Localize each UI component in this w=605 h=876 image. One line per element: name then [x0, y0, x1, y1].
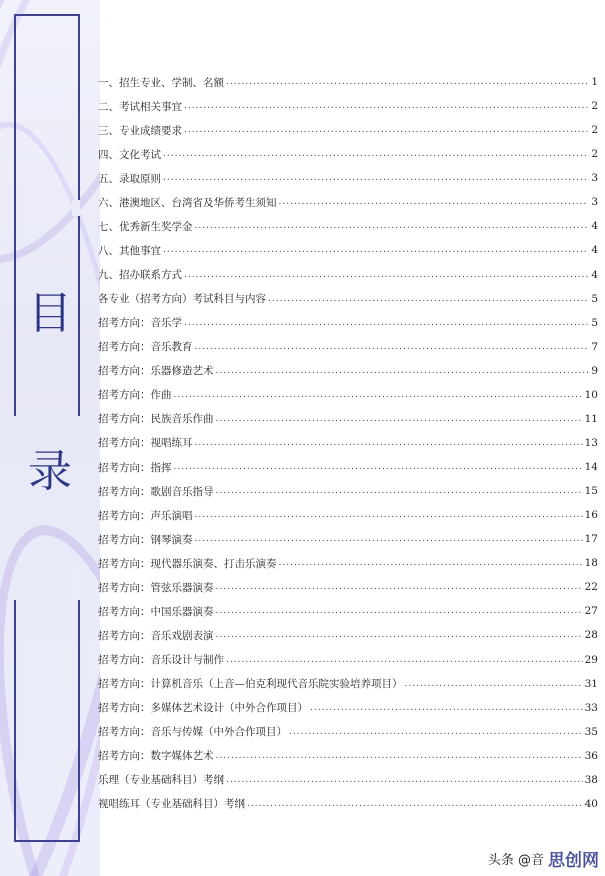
toc-entry-page: 13	[584, 436, 598, 449]
toc-leader-dots	[195, 342, 589, 352]
toc-entry-page: 29	[584, 653, 598, 666]
toc-entry-title: 招考方向：音乐教育	[98, 341, 193, 354]
watermark	[488, 846, 599, 870]
toc-entry[interactable]	[98, 287, 598, 311]
toc-entry[interactable]	[98, 648, 598, 672]
toc-entry-title: 五、录取原则	[98, 172, 161, 185]
toc-entry[interactable]	[98, 479, 598, 503]
toc-leader-dots	[216, 582, 583, 592]
toc-leader-dots	[163, 149, 588, 159]
toc-entry-title: 一、招生专业、学制、名额	[98, 76, 224, 89]
toc-leader-dots	[195, 510, 583, 520]
toc-entry-title: 六、港澳地区、台湾省及华侨考生须知	[98, 196, 277, 209]
toc-entry-title: 招考方向：音乐设计与制作	[98, 654, 224, 667]
title-frame-bottom	[14, 600, 80, 842]
frame-gap	[72, 560, 80, 600]
toc-entry-title: 招考方向：音乐与传媒（中外合作项目）	[98, 726, 287, 739]
toc-entry-page: 33	[584, 701, 598, 714]
toc-leader-dots	[195, 438, 583, 448]
watermark-prefix: 头条 @音	[487, 852, 544, 868]
title-frame-top	[14, 14, 80, 416]
toc-entry[interactable]	[98, 238, 598, 262]
toc-entry-title: 招考方向：现代器乐演奏、打击乐演奏	[98, 557, 277, 570]
toc-entry-page: 2	[591, 124, 598, 137]
toc-leader-dots	[216, 486, 583, 496]
toc-entry-page: 35	[584, 725, 598, 738]
toc-entry[interactable]	[98, 672, 598, 696]
toc-entry-title: 招考方向：多媒体艺术设计（中外合作项目）	[98, 702, 308, 715]
toc-leader-dots	[184, 101, 588, 111]
toc-entry[interactable]	[98, 720, 598, 744]
page-title-char-2: 录	[28, 446, 72, 497]
toc-entry-title: 八、其他事宜	[98, 244, 161, 257]
toc-entry-title: 招考方向：乐器修造艺术	[98, 365, 214, 378]
toc-entry-title: 三、专业成绩要求	[98, 124, 182, 137]
toc-entry[interactable]	[98, 407, 598, 431]
toc-entry-title: 招考方向：管弦乐器演奏	[98, 581, 214, 594]
toc-entry-title: 乐理（专业基础科目）考纲	[98, 774, 224, 787]
toc-entry-page: 4	[591, 244, 598, 257]
toc-entry-page: 38	[584, 773, 598, 786]
toc-entry-page: 22	[584, 581, 598, 594]
toc-entry-title: 招考方向：钢琴演奏	[98, 533, 193, 546]
toc-entry-page: 9	[591, 364, 598, 377]
toc-entry-title: 招考方向：指挥	[98, 461, 172, 474]
toc-leader-dots	[405, 679, 583, 689]
toc-leader-dots	[174, 462, 583, 472]
toc-entry-title: 二、考试相关事宜	[98, 100, 182, 113]
toc-entry[interactable]	[98, 311, 598, 335]
toc-entry-title: 招考方向：歌剧音乐指导	[98, 485, 214, 498]
toc-leader-dots	[247, 799, 583, 809]
toc-leader-dots	[226, 775, 583, 785]
toc-entry[interactable]	[98, 190, 598, 214]
toc-entry[interactable]	[98, 214, 598, 238]
toc-entry-title: 招考方向：音乐学	[98, 317, 182, 330]
toc-entry-page: 4	[591, 268, 598, 281]
toc-entry[interactable]	[98, 599, 598, 623]
toc-leader-dots	[184, 318, 588, 328]
toc-leader-dots	[195, 534, 583, 544]
toc-entry[interactable]	[98, 768, 598, 792]
toc-entry[interactable]	[98, 94, 598, 118]
toc-leader-dots	[163, 173, 588, 183]
toc-entry[interactable]	[98, 455, 598, 479]
toc-entry-title: 四、文化考试	[98, 148, 161, 161]
toc-entry[interactable]	[98, 623, 598, 647]
toc-entry-page: 17	[584, 533, 598, 546]
toc-entry-page: 15	[584, 485, 598, 498]
toc-entry[interactable]	[98, 335, 598, 359]
toc-entry-page: 28	[584, 629, 598, 642]
toc-entry[interactable]	[98, 744, 598, 768]
toc-leader-dots	[289, 727, 583, 737]
toc-entry[interactable]	[98, 696, 598, 720]
toc-entry-title: 招考方向：中国乐器演奏	[98, 605, 214, 618]
toc-entry-page: 16	[584, 509, 598, 522]
toc-entry-title: 招考方向：数字媒体艺术	[98, 750, 214, 763]
toc-entry-page: 27	[584, 605, 598, 618]
toc-entry-page: 11	[584, 412, 598, 425]
toc-entry-page: 5	[591, 316, 598, 329]
toc-entry-page: 2	[591, 148, 598, 161]
toc-entry[interactable]	[98, 118, 598, 142]
frame-gap	[72, 200, 80, 216]
toc-entry-page: 40	[584, 797, 598, 810]
toc-entry[interactable]	[98, 263, 598, 287]
toc-entry-page: 2	[591, 100, 598, 113]
toc-entry-page: 7	[591, 340, 598, 353]
toc-entry-page: 18	[584, 557, 598, 570]
toc-leader-dots	[216, 751, 583, 761]
toc-leader-dots	[216, 366, 589, 376]
toc-leader-dots	[216, 630, 583, 640]
toc-entry[interactable]	[98, 527, 598, 551]
toc-entry-title: 招考方向：声乐演唱	[98, 509, 193, 522]
toc-leader-dots	[268, 294, 588, 304]
toc-entry-page: 5	[591, 292, 598, 305]
toc-leader-dots	[226, 77, 588, 87]
toc-leader-dots	[310, 703, 583, 713]
toc-entry[interactable]	[98, 792, 598, 816]
toc-entry-page: 3	[591, 196, 598, 209]
toc-entry-page: 4	[591, 220, 598, 233]
toc-entry-page: 3	[591, 172, 598, 185]
page-title-char-1: 目	[28, 288, 72, 339]
toc-leader-dots	[279, 558, 583, 568]
toc-leader-dots	[216, 606, 583, 616]
toc-entry-title: 视唱练耳（专业基础科目）考纲	[98, 798, 245, 811]
toc-entry[interactable]	[98, 383, 598, 407]
toc-entry-page: 1	[591, 76, 598, 89]
table-of-contents	[98, 70, 598, 816]
toc-entry[interactable]	[98, 359, 598, 383]
toc-leader-dots	[195, 221, 589, 231]
toc-entry-title: 招考方向：视唱练耳	[98, 437, 193, 450]
toc-entry-title: 招考方向：民族音乐作曲	[98, 413, 214, 426]
watermark-brand: 思创网	[548, 850, 599, 871]
toc-entry-title: 九、招办联系方式	[98, 269, 182, 282]
toc-entry-title: 各专业（招考方向）考试科目与内容	[98, 293, 266, 306]
toc-entry-title: 招考方向：计算机音乐（上音—伯克利现代音乐院实验培养项目）	[98, 678, 403, 691]
toc-entry[interactable]	[98, 431, 598, 455]
toc-leader-dots	[184, 125, 588, 135]
toc-entry-title: 招考方向：音乐戏剧表演	[98, 629, 214, 642]
toc-leader-dots	[226, 655, 583, 665]
toc-entry-title: 七、优秀新生奖学金	[98, 220, 193, 233]
toc-leader-dots	[163, 245, 588, 255]
toc-leader-dots	[216, 414, 583, 424]
toc-entry[interactable]	[98, 166, 598, 190]
toc-entry-page: 14	[584, 461, 598, 474]
toc-entry-page: 31	[584, 677, 598, 690]
toc-entry[interactable]	[98, 575, 598, 599]
toc-entry[interactable]	[98, 142, 598, 166]
toc-leader-dots	[279, 197, 589, 207]
toc-entry[interactable]	[98, 503, 598, 527]
toc-leader-dots	[174, 390, 583, 400]
toc-entry-page: 36	[584, 749, 598, 762]
toc-leader-dots	[184, 270, 588, 280]
toc-entry[interactable]	[98, 551, 598, 575]
toc-entry[interactable]	[98, 70, 598, 94]
toc-entry-title: 招考方向：作曲	[98, 389, 172, 402]
toc-entry-page: 10	[584, 388, 598, 401]
